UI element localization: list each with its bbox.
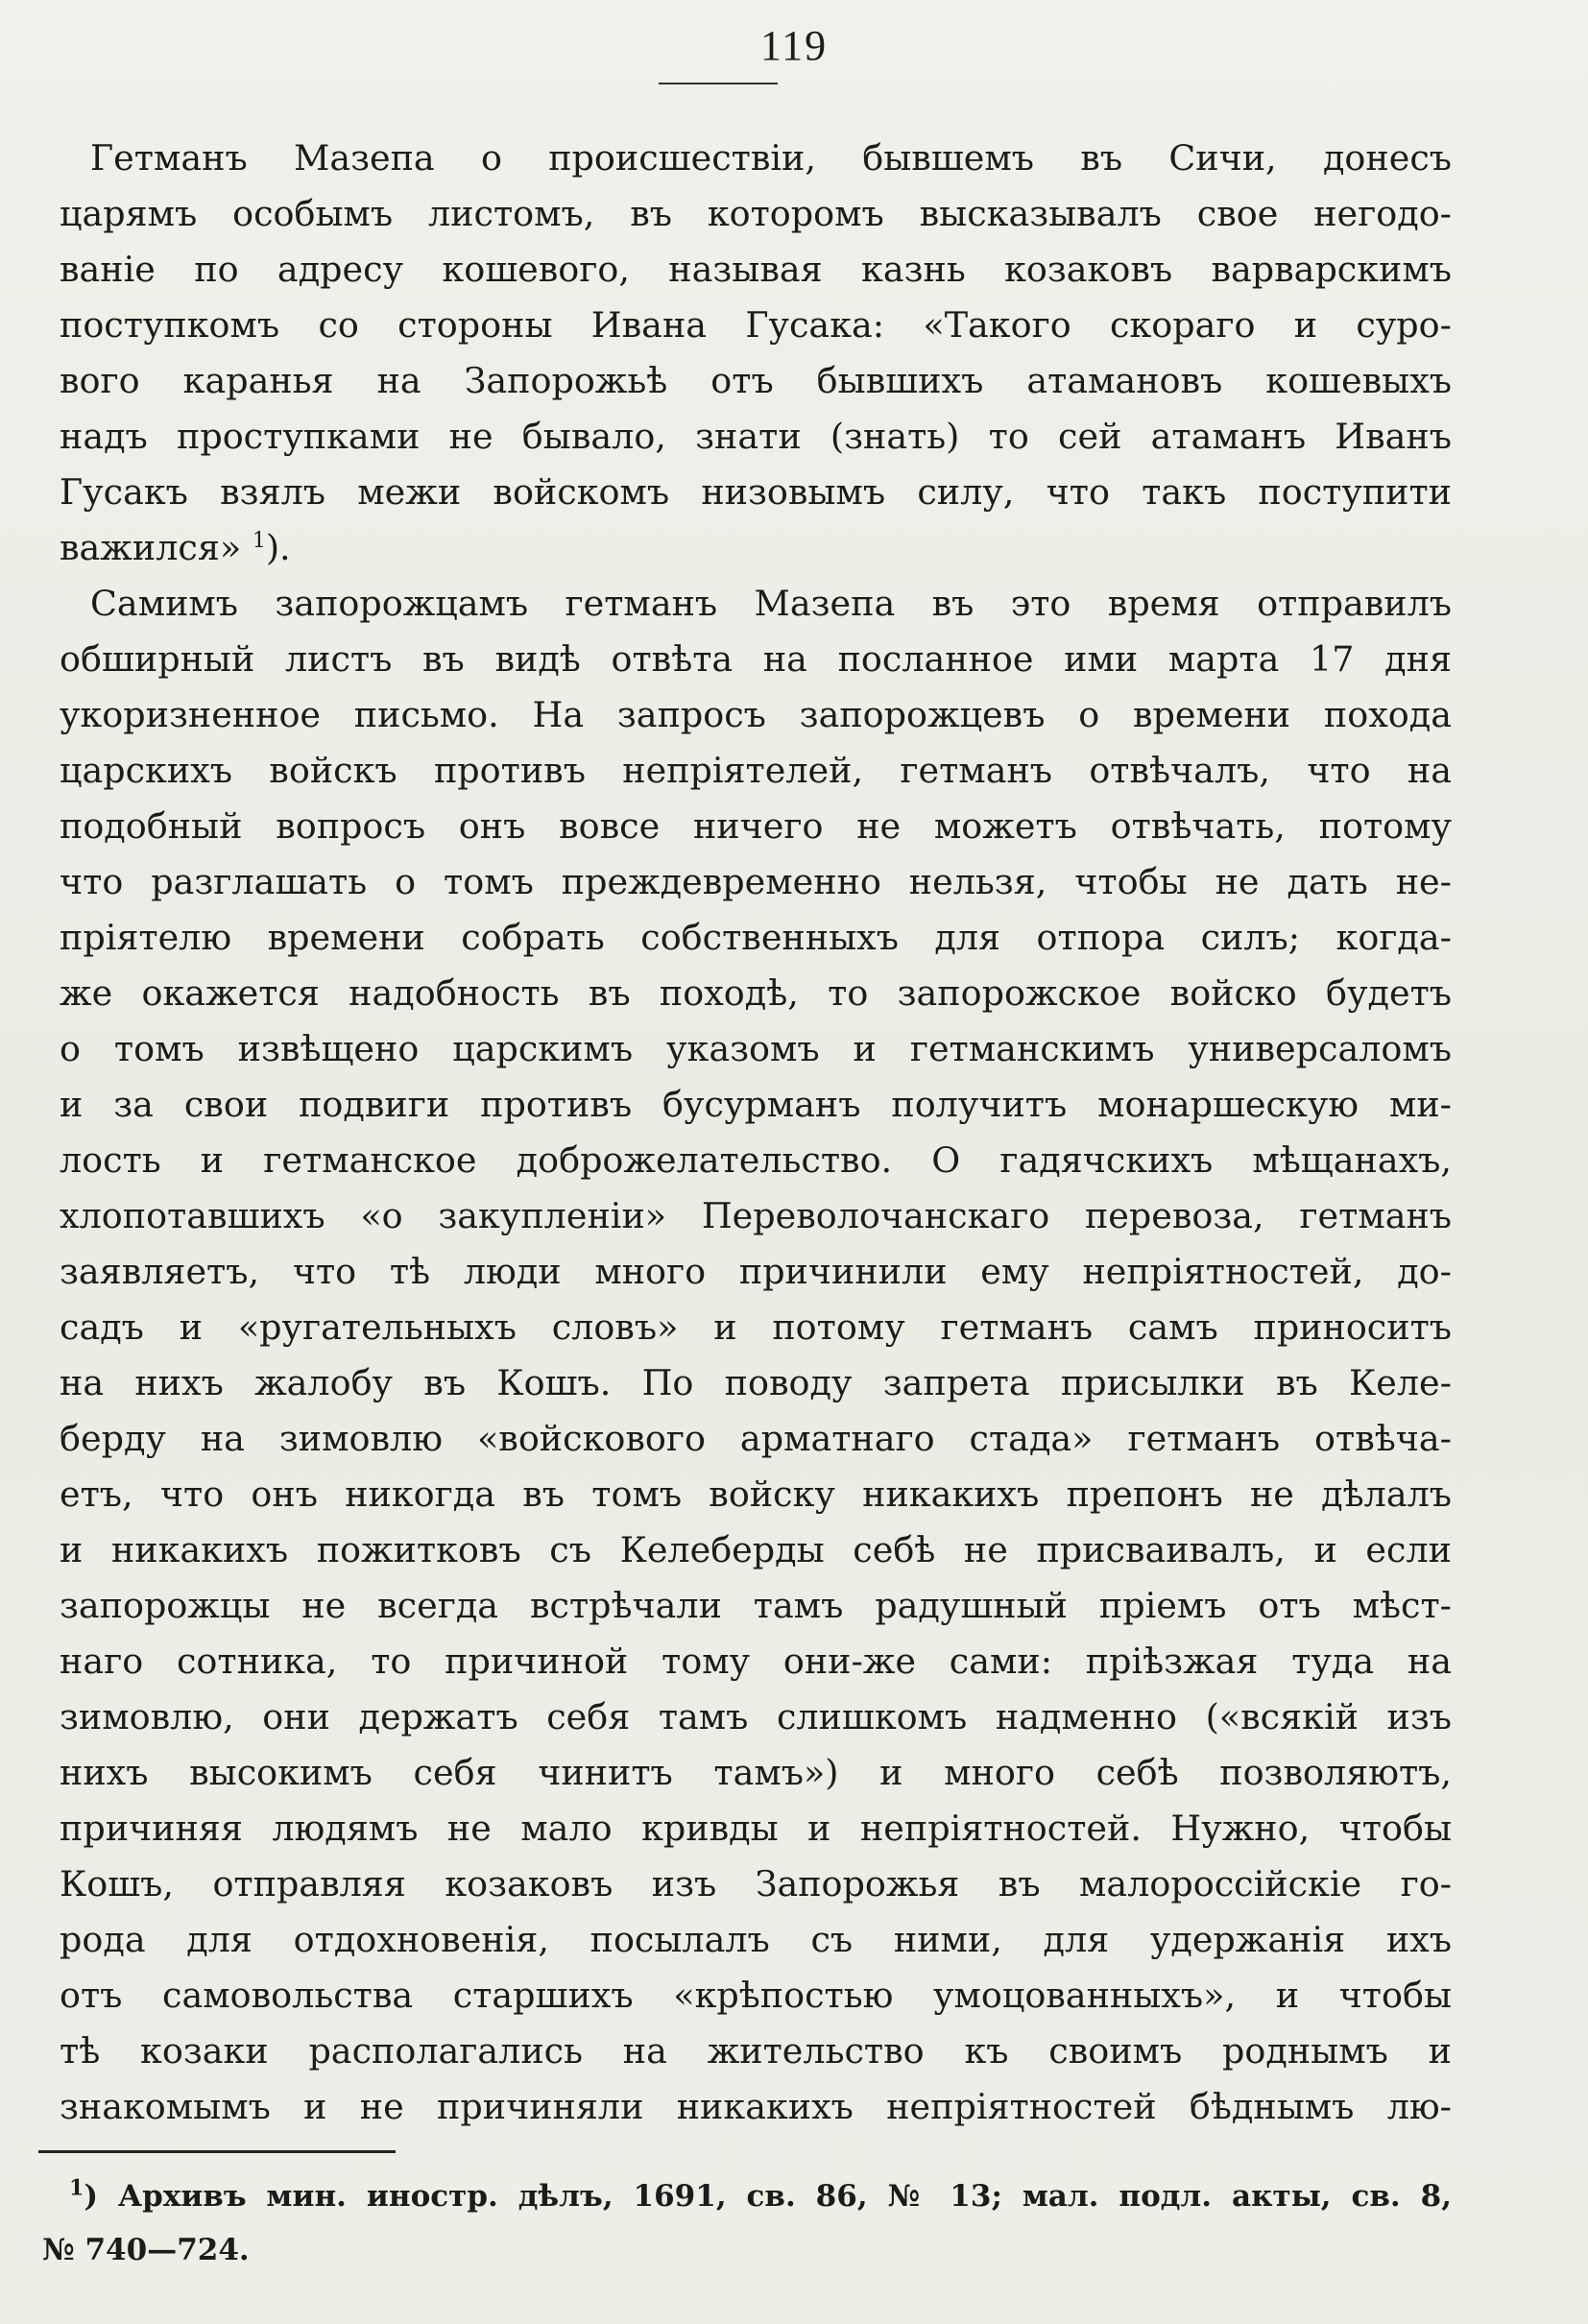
text-line: Гетманъ Мазепа о происшествіи, бывшемъ въ Сичи, донесъ bbox=[90, 137, 1452, 179]
text-line: царямъ особымъ листомъ, въ которомъ высказывалъ свое негодо- bbox=[60, 193, 1452, 234]
footnote-reference-suffix: ). bbox=[265, 527, 291, 568]
text-line: Самимъ запорожцамъ гетманъ Мазепа въ это время отправилъ bbox=[90, 583, 1452, 624]
text-line: хлопотавшихъ «о закупленіи» Переволочанскаго перевоза, гетманъ bbox=[60, 1195, 1452, 1236]
text-line: и никакихъ пожитковъ съ Келеберды себѣ не присваивалъ, и если bbox=[60, 1529, 1452, 1570]
text-line: садъ и «ругательныхъ словъ» и потому гетманъ самъ приноситъ bbox=[60, 1306, 1452, 1348]
footnote-text: ) Архивъ мин. иностр. дѣлъ, 1691, св. 86, № 13; мал. подл. акты, св. 8, bbox=[84, 2179, 1452, 2214]
text-line: заявляетъ, что тѣ люди много причинили ему непріятностей, до- bbox=[60, 1251, 1452, 1292]
text-line: берду на зимовлю «войскового арматнаго стада» гетманъ отвѣча- bbox=[60, 1418, 1452, 1459]
text-line-paragraph-end bbox=[60, 520, 1452, 576]
body-text bbox=[60, 131, 1452, 2135]
footnote-line bbox=[69, 2169, 1452, 2223]
text-line: царскихъ войскъ противъ непріятелей, гетманъ отвѣчалъ, что на bbox=[60, 750, 1452, 791]
text-line: зимовлю, они держатъ себя тамъ слишкомъ надменно («всякій изъ bbox=[60, 1696, 1452, 1737]
text-line: лость и гетманское доброжелательство. О гадячскихъ мѣщанахъ, bbox=[60, 1139, 1452, 1181]
text-line: подобный вопросъ онъ вовсе ничего не можетъ отвѣчать, потому bbox=[60, 805, 1452, 847]
text-line: отъ самовольства старшихъ «крѣпостью умоцованныхъ», и чтобы bbox=[60, 1975, 1452, 2016]
text-line: и за свои подвиги противъ бусурманъ получитъ монаршескую ми- bbox=[60, 1084, 1452, 1125]
text-line: ваніе по адресу кошевого, называя казнь козаковъ варварскимъ bbox=[60, 249, 1452, 290]
text-line: запорожцы не всегда встрѣчали тамъ радушный пріемъ отъ мѣст- bbox=[60, 1585, 1452, 1626]
text-line: укоризненное письмо. На запросъ запорожцевъ о времени похода bbox=[60, 694, 1452, 735]
footnote-marker: 1 bbox=[69, 2175, 84, 2201]
text-line: вого каранья на Запорожьѣ отъ бывшихъ атамановъ кошевыхъ bbox=[60, 360, 1452, 401]
text-line: поступкомъ со стороны Ивана Гусака: «Такого скораго и суро- bbox=[60, 304, 1452, 346]
text-line: пріятелю времени собрать собственныхъ для отпора силъ; когда- bbox=[60, 917, 1452, 958]
text-line: же окажется надобность въ походѣ, то запорожское войско будетъ bbox=[60, 972, 1452, 1014]
text-line-content: важился» bbox=[60, 527, 242, 568]
text-line: Кошъ, отправляя козаковъ изъ Запорожья въ малороссійскіе го- bbox=[60, 1863, 1452, 1905]
footnote-reference: 1 bbox=[252, 528, 266, 553]
text-line: наго сотника, то причиной тому они-же сами: пріѣзжая туда на bbox=[60, 1641, 1452, 1682]
text-line: на нихъ жалобу въ Кошъ. По поводу запрета присылки въ Келе- bbox=[60, 1362, 1452, 1403]
footnote-line: № 740—724. bbox=[42, 2233, 250, 2267]
text-line: о томъ извѣщено царскимъ указомъ и гетманскимъ универсаломъ bbox=[60, 1028, 1452, 1069]
text-line: рода для отдохновенія, посылалъ съ ними, для удержанія ихъ bbox=[60, 1919, 1452, 1960]
text-line: обширный листъ въ видѣ отвѣта на посланное ими марта 17 дня bbox=[60, 638, 1452, 680]
text-line: причиняя людямъ не мало кривды и непріятностей. Нужно, чтобы bbox=[60, 1808, 1452, 1849]
text-line: Гусакъ взялъ межи войскомъ низовымъ силу, что такъ поступити bbox=[60, 471, 1452, 513]
text-line: знакомымъ и не причиняли никакихъ непріятностей бѣднымъ лю- bbox=[60, 2086, 1452, 2127]
footnote-separator bbox=[38, 2150, 396, 2153]
footnote bbox=[42, 2169, 1452, 2277]
text-line: етъ, что онъ никогда въ томъ войску никакихъ препонъ не дѣлалъ bbox=[60, 1473, 1452, 1515]
text-line: что разглашать о томъ преждевременно нельзя, чтобы не дать не- bbox=[60, 861, 1452, 902]
text-line: надъ проступками не бывало, знати (знать) то сей атаманъ Иванъ bbox=[60, 416, 1452, 457]
page-number: 119 bbox=[759, 22, 829, 69]
text-line: тѣ козаки располагались на жительство къ своимъ роднымъ и bbox=[60, 2030, 1452, 2072]
page-number-underline bbox=[659, 83, 778, 84]
text-line: нихъ высокимъ себя чинитъ тамъ») и много себѣ позволяютъ, bbox=[60, 1752, 1452, 1793]
